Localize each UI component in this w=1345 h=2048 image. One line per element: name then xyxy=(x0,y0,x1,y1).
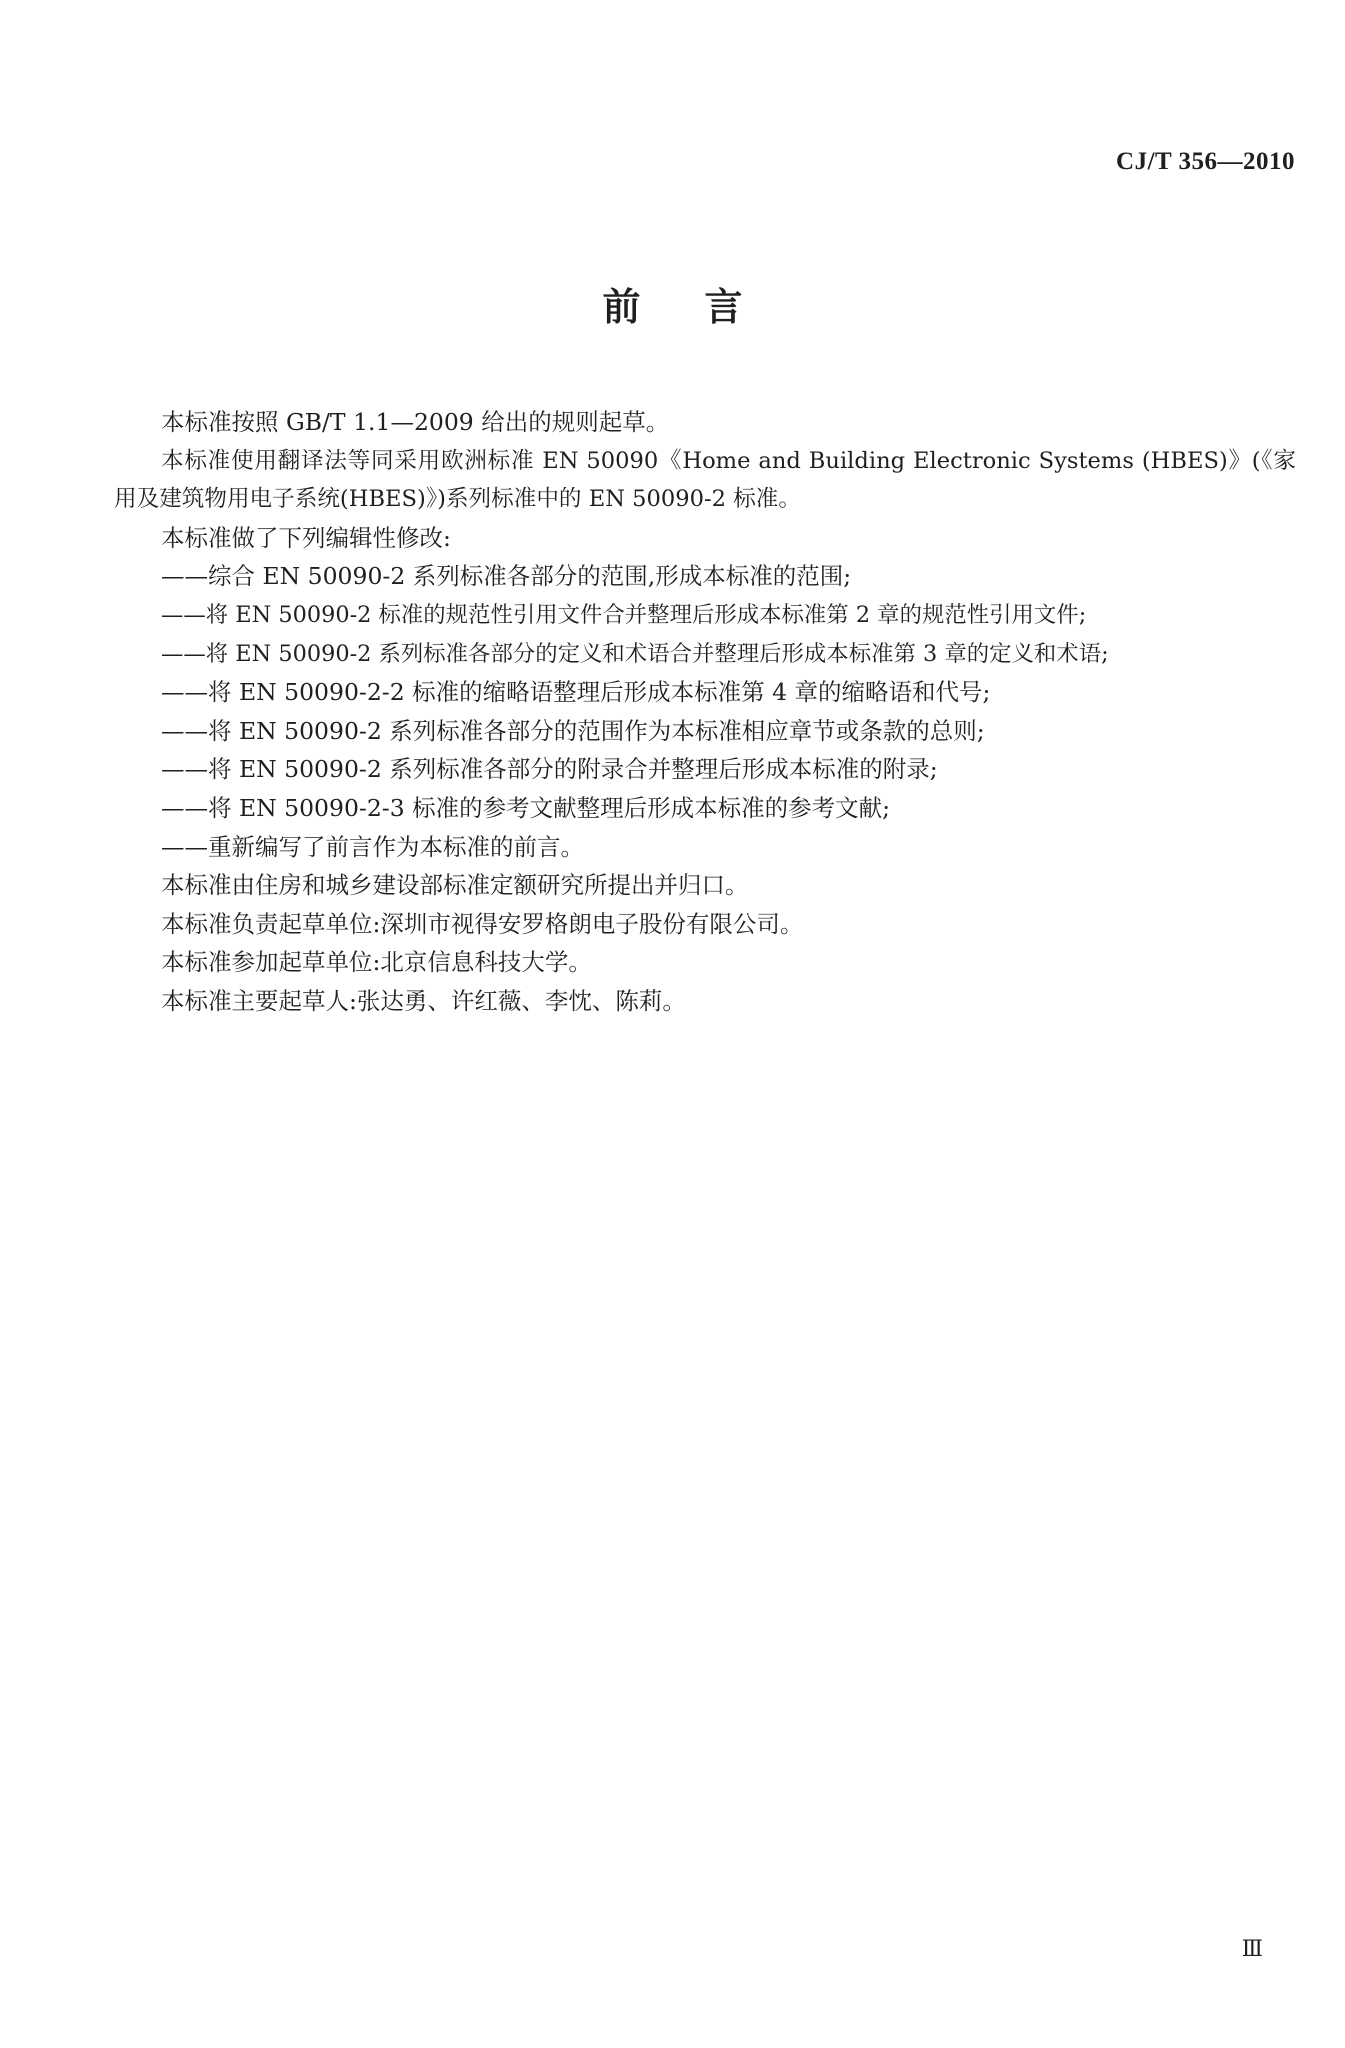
paragraph-edits-intro: 本标准做了下列编辑性修改: xyxy=(161,523,451,552)
list-item: ——将 EN 50090-2-2 标准的缩略语整理后形成本标准第 4 章的缩略语和代号; xyxy=(161,678,991,707)
paragraph-adoption: 本标准使用翻译法等同采用欧洲标准 EN 50090《Home and Building Electronic Systems (HBES)》(《家用及建筑物用电子系统(HBES)》)系列标准中的 EN 50090-2 标准。 xyxy=(114,447,1296,513)
paragraph-proposer: 本标准由住房和城乡建设部标准定额研究所提出并归口。 xyxy=(161,871,749,900)
list-item: ——将 EN 50090-2 系列标准各部分的定义和术语合并整理后形成本标准第 3 章的定义和术语; xyxy=(161,640,1109,667)
paragraph-lead-drafter: 本标准负责起草单位:深圳市视得安罗格朗电子股份有限公司。 xyxy=(161,909,804,938)
paragraph-drafting-rules: 本标准按照 GB/T 1.1—2009 给出的规则起草。 xyxy=(161,408,670,436)
list-item: ——将 EN 50090-2 标准的规范性引用文件合并整理后形成本标准第 2 章的规范性引用文件; xyxy=(161,601,1087,628)
paragraph-drafters: 本标准主要起草人:张达勇、许红薇、李忱、陈莉。 xyxy=(161,986,686,1015)
page-number: Ⅲ xyxy=(1241,1936,1263,1961)
list-item: ——将 EN 50090-2-3 标准的参考文献整理后形成本标准的参考文献; xyxy=(161,793,891,822)
paragraph-participant: 本标准参加起草单位:北京信息科技大学。 xyxy=(161,948,592,977)
foreword-body xyxy=(114,403,1296,1021)
list-item: ——重新编写了前言作为本标准的前言。 xyxy=(161,832,584,861)
list-item: ——将 EN 50090-2 系列标准各部分的附录合并整理后形成本标准的附录; xyxy=(161,755,938,784)
page-title: 前言 xyxy=(602,285,807,329)
list-item: ——将 EN 50090-2 系列标准各部分的范围作为本标准相应章节或条款的总则; xyxy=(161,716,985,745)
standard-code: CJ/T 356—2010 xyxy=(1116,148,1295,175)
list-item: ——综合 EN 50090-2 系列标准各部分的范围,形成本标准的范围; xyxy=(161,562,852,591)
